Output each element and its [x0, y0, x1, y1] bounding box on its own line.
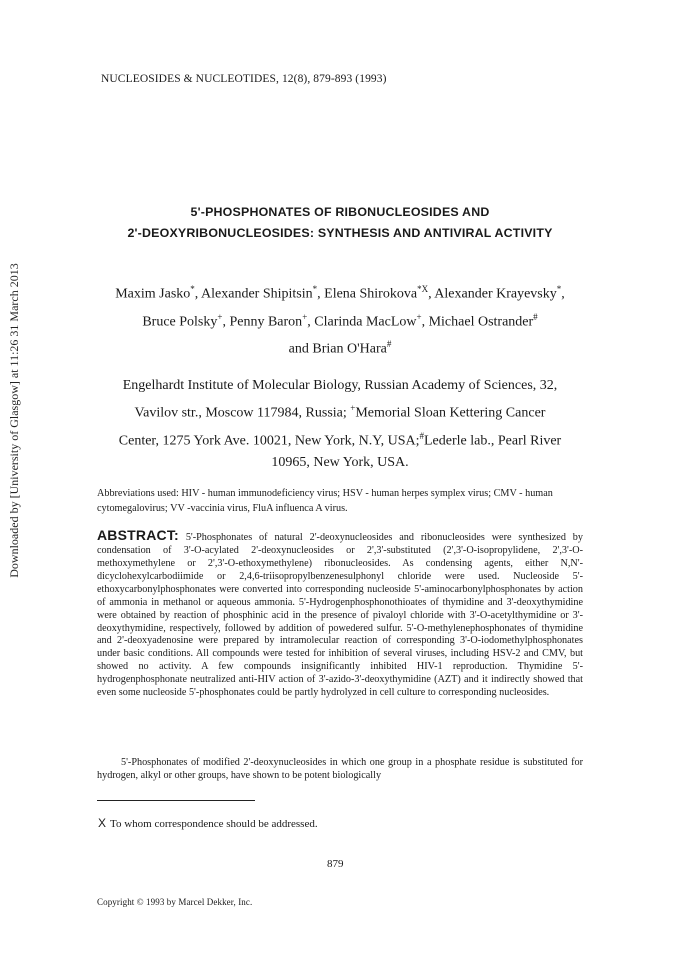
affiliations: [96, 375, 584, 474]
copyright-notice: Copyright © 1993 by Marcel Dekker, Inc.: [97, 897, 253, 907]
author-name: Bruce Polsky: [142, 314, 218, 330]
author-name: Elena Shirokova: [324, 286, 418, 302]
page-number: 879: [327, 858, 344, 870]
footnote: [98, 816, 318, 830]
title-line-1: 5'-PHOSPHONATES OF RIBONUCLEOSIDES AND: [190, 205, 490, 219]
author-name: Brian O'Hara: [312, 341, 387, 357]
affiliation-line-1: Engelhardt Institute of Molecular Biology, Russian Academy of Sciences, 32,: [122, 378, 558, 393]
affiliation-mark: +: [350, 403, 356, 413]
affiliation-line-3: Center, 1275 York Ave. 10021, New York, N.Y, USA;#Lederle lab., Pearl River: [118, 430, 562, 449]
download-note: Downloaded by [University of Glasgow] at 11:26 31 March 2013: [6, 262, 21, 578]
author-mark: #: [533, 311, 538, 322]
abbreviations: Abbreviations used: HIV - human immunodeficiency virus; HSV - human herpes symplex virus; CMV - human cytomegalovirus; VV -vaccinia virus, FluA influenca A virus.: [97, 488, 553, 514]
intro-paragraph: 5'-Phosphonates of modified 2'-deoxynucleosides in which one group in a phosphate residue is substituted for hydrogen, alkyl or other groups, have shown to be potent biologically: [97, 757, 583, 782]
affiliation-line-2: Vavilov str., Moscow 117984, Russia; +Memorial Sloan Kettering Cancer: [134, 403, 546, 421]
author-name: Michael Ostrander: [428, 314, 534, 330]
author-mark: *: [312, 284, 318, 294]
abstract-heading: ABSTRACT:: [97, 527, 179, 544]
author-name: Clarinda MacLow: [314, 314, 417, 330]
article-title: [80, 202, 600, 244]
affiliation-mark: #: [419, 430, 424, 441]
author-mark: +: [416, 311, 422, 322]
authors-line-1: Maxim Jasko*, Alexander Shipitsin*, Elena Shirokova$^{*X}$, Alexander Krayevsky*,: [115, 284, 565, 302]
footnote-mark: X: [98, 816, 107, 830]
author-list: [90, 278, 590, 361]
author-name: Alexander Shipitsin: [201, 286, 313, 302]
abstract: [97, 529, 583, 700]
footnote-divider: [97, 800, 255, 801]
footnote-text: To whom correspondence should be addressed.: [110, 818, 318, 830]
journal-citation: NUCLEOSIDES & NUCLEOTIDES, 12(8), 879-893 (1993): [101, 73, 387, 85]
author-mark: +: [302, 311, 308, 322]
author-mark: *: [556, 284, 562, 294]
authors-line-3: and Brian O'Hara#: [288, 339, 392, 357]
author-name: Penny Baron: [229, 314, 303, 330]
author-name: Alexander Krayevsky: [434, 286, 557, 302]
author-name: Maxim Jasko: [115, 286, 191, 302]
author-mark: *X: [417, 284, 429, 294]
affiliation-line-4: 10965, New York, USA.: [271, 455, 409, 471]
author-mark: *: [190, 284, 195, 294]
authors-line-2: Bruce Polsky+, Penny Baron+, Clarinda MacLow+, Michael Ostrander#: [142, 311, 538, 330]
download-watermark: [4, 180, 24, 660]
title-line-2: 2'-DEOXYRIBONUCLEOSIDES: SYNTHESIS AND ANTIVIRAL ACTIVITY: [127, 226, 553, 240]
author-mark: #: [386, 339, 392, 350]
abstract-body: 5'-Phosphonates of natural 2'-deoxynucleosides and ribonucleosides were synthesized by condensation of 3'-O-acylated 2'-deoxynucleosides or 2',3'-substituted (2',3'-O-isopropylidene, 2',3'-O-methoxymethylene or 2',3'-O-ethoxymethylene) ribonucleosides. As condensing agents, either N,N'-dicyclohexylcarbodiimide or 2,4,6-triisopropylbenzenesulphonyl chloride were used. Nucleoside 5'-ethoxycarbonylphosphonates were converted into corresponding nucleoside 5'-aminocarbonylphosphonates by action of ammonia in methanol or aqueous ammonia. 5'-Hydrogenphosphonothioates of thymidine and 3'-deoxythymidine were obtained by reaction of phosphinic acid in the presence of pivaloyl chloride with 3'-O-acetylthymidine or 3'-deoxythymidine, respectively, followed by addition of powedered sulfur. 5'-O-methylenephosphonates of thymidine and 2'-deoxyadenosine were prepared by intramolecular reaction of corresponding 3'-O-iodomethylphosphonates under basic conditions. All compounds were tested for inhibition of several viruses, including HSV-2 and CMV, but showed no activity. A few compounds insignificantly inhibited HIV-1 reproduction. Thymidine 5'-hydrogenphosphonate neutralized anti-HIV action of 3'-azido-3'-deoxythymidine (AZT) and it indirectly showed that even some nucleoside 5'-phosphonates could be partly hydrolyzed in cell culture to corresponding nucleosides.: [97, 532, 583, 699]
author-mark: +: [217, 311, 223, 322]
